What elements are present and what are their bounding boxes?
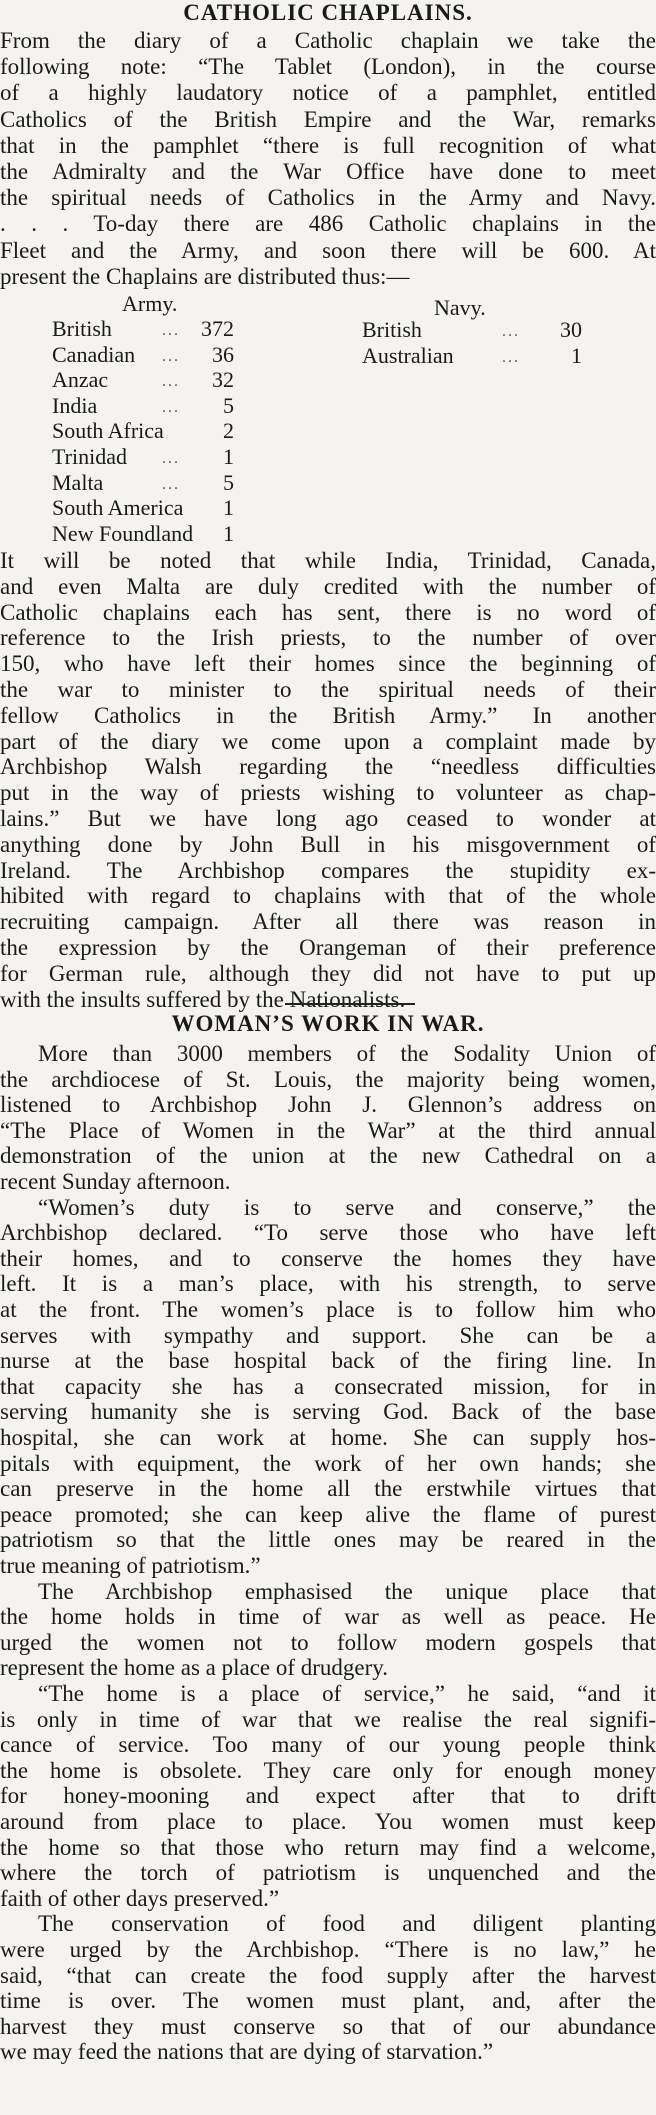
text-line: for German rule, although they did not have to put up: [0, 960, 656, 986]
text-line: the home holds in time of war as well as peace. He: [0, 1604, 656, 1630]
text-line: More than 3000 members of the Sodality Union of: [38, 1041, 656, 1066]
army-table: [52, 291, 272, 551]
text-line: urged the women not to follow modern gospels that: [0, 1629, 656, 1655]
text-line: pitals with equipment, the work of her own hands; she: [0, 1450, 656, 1476]
table-row-name: British: [52, 316, 112, 341]
article-title-womans-work: WOMAN’S WORK IN WAR.: [171, 1011, 485, 1036]
text-line: harvest they must conserve so that of our abundance: [0, 2013, 656, 2039]
text-line: The conservation of food and diligent planting: [38, 1911, 656, 1937]
text-line: with the insults suffered by the Nationalists.: [0, 986, 406, 1012]
text-line: faith of other days preserved.”: [0, 1885, 280, 1911]
table-row-leader: ...: [162, 398, 180, 416]
text-line: The Archbishop emphasised the unique place that: [38, 1578, 656, 1604]
table-row-name: Malta: [52, 469, 104, 495]
text-line: reference to the Irish priests, to the number of over: [0, 625, 656, 651]
text-line: time is over. The women must plant, and, after the: [0, 1988, 656, 2014]
text-line: patriotism so that the little ones may be reared in the: [0, 1527, 656, 1553]
text-line: “The Place of Women in the War” at the third annual: [0, 1117, 656, 1143]
text-line: the archdiocese of St. Louis, the majority being women,: [0, 1066, 656, 1092]
table-row-count: 1: [223, 444, 234, 469]
text-line: the spiritual needs of Catholics in the Army and Navy.: [0, 185, 656, 211]
text-line: that capacity she has a consecrated mission, for in: [0, 1373, 656, 1399]
text-line: following note: “The Tablet (London), in the course: [0, 54, 656, 80]
text-line: that in the pamphlet “there is full recognition of what: [0, 132, 656, 158]
text-line: “The home is a place of service,” he said, “and it: [38, 1681, 656, 1706]
text-line: left. It is a man’s place, with his strength, to serve: [0, 1271, 656, 1297]
text-line: present the Chaplains are distributed thus:—: [0, 263, 410, 289]
table-row-leader: ...: [162, 373, 180, 391]
text-line: Catholics of the British Empire and the War, remarks: [0, 106, 656, 132]
text-line: recent Sunday afternoon.: [0, 1169, 231, 1194]
text-line: were urged by the Archbishop. “There is no law,” he: [0, 1937, 656, 1962]
table-row-name: Anzac: [52, 367, 109, 393]
text-line: the war to minister to the spiritual needs of their: [0, 677, 656, 702]
text-line: and even Malta are duly credited with the number of: [0, 573, 656, 599]
text-line: Ireland. The Archbishop compares the stupidity ex-: [0, 857, 656, 883]
table-row-name: Canadian: [52, 341, 136, 367]
table-row-name: New Foundland: [52, 520, 194, 546]
table-row-leader: ...: [502, 323, 520, 340]
text-line: peace promoted; she can keep alive the flame of purest: [0, 1501, 656, 1527]
section-divider: [285, 1003, 415, 1005]
text-line: demonstration of the union at the new Cathedral on a: [0, 1143, 656, 1169]
text-line: at the front. The women’s place is to follow him who: [0, 1297, 656, 1322]
text-line: From the diary of a Catholic chaplain we take the: [0, 28, 656, 53]
text-line: listened to Archbishop John J. Glennon’s address on: [0, 1092, 656, 1118]
text-line: lains.” But we have long ago ceased to wonder at: [0, 806, 656, 831]
table-row-leader: ...: [162, 450, 180, 467]
table-row-leader: ...: [502, 348, 520, 366]
text-line: of a highly laudatory notice of a pamphlet, entitled: [0, 80, 656, 106]
table-row-name: South Africa: [52, 418, 164, 444]
text-line: their homes, and to conserve the homes they have: [0, 1245, 656, 1271]
table-row-count: 36: [212, 341, 234, 367]
text-line: we may feed the nations that are dying of starvation.”: [0, 2039, 494, 2065]
table-row-leader: ...: [162, 347, 180, 365]
text-line: recruiting campaign. After all there was reason in: [0, 909, 656, 935]
text-line: . . . To-day there are 486 Catholic chaplains in the: [0, 211, 656, 237]
text-line: said, “that can create the food supply after the harvest: [0, 1962, 656, 1988]
text-line: around from place to place. You women must keep: [0, 1809, 656, 1834]
text-line: Catholic chaplains each has sent, there is no word of: [0, 599, 656, 625]
table-row-count: 32: [212, 367, 234, 393]
table-row-count: 5: [223, 392, 234, 418]
text-line: 150, who have left their homes since the beginning of: [0, 651, 656, 677]
table-row-count: 1: [571, 342, 582, 368]
table-row-leader: ...: [162, 475, 180, 493]
text-line: cance of service. Too many of our young people think: [0, 1732, 656, 1758]
text-line: It will be noted that while India, Trinidad, Canada,: [0, 548, 656, 573]
table-row-count: 1: [223, 495, 234, 521]
table-row-count: 372: [201, 316, 234, 341]
table-row-count: 5: [223, 469, 234, 495]
table-row-count: 1: [223, 520, 234, 546]
article-title-catholic-chaplains: CATHOLIC CHAPLAINS.: [183, 0, 473, 25]
table-row-count: 30: [560, 317, 582, 342]
navy-table-title: Navy.: [434, 295, 486, 320]
text-line: the expression by the Orangeman of their preference: [0, 935, 656, 960]
text-line: hibited with regard to chaplains with that of the whole: [0, 883, 656, 909]
text-line: can preserve in the home all the erstwhile virtues that: [0, 1476, 656, 1502]
text-line: “Women’s duty is to serve and conserve,” the: [38, 1194, 656, 1220]
text-line: for honey-mooning and expect after that to drift: [0, 1783, 656, 1809]
army-table-title: Army.: [122, 291, 178, 316]
table-row-name: India: [52, 392, 98, 418]
text-line: the home so that those who return may find a welcome,: [0, 1834, 656, 1860]
text-line: Fleet and the Army, and soon there will be 600. At: [0, 237, 656, 263]
text-line: put in the way of priests wishing to volunteer as chap-: [0, 780, 656, 806]
text-line: is only in time of war that we realise the real signifi-: [0, 1706, 656, 1732]
text-line: hospital, she can work at home. She can supply hos-: [0, 1425, 656, 1450]
text-line: represent the home as a place of drudgery.: [0, 1655, 389, 1681]
text-line: Archbishop Walsh regarding the “needless difficulties: [0, 754, 656, 780]
text-line: fellow Catholics in the British Army.” In another: [0, 702, 656, 728]
text-line: part of the diary we come upon a complaint made by: [0, 728, 656, 754]
text-line: anything done by John Bull in his misgovernment of: [0, 831, 656, 857]
text-line: serving humanity she is serving God. Back of the base: [0, 1399, 656, 1425]
table-row-leader: ...: [162, 322, 180, 339]
text-line: true meaning of patriotism.”: [0, 1553, 261, 1578]
text-line: Archbishop declared. “To serve those who have left: [0, 1220, 656, 1246]
text-line: the Admiralty and the War Office have done to meet: [0, 159, 656, 184]
text-line: where the torch of patriotism is unquenched and the: [0, 1860, 656, 1886]
text-line: serves with sympathy and support. She can be a: [0, 1322, 656, 1348]
navy-table: [362, 295, 612, 375]
text-line: nurse at the base hospital back of the firing line. In: [0, 1348, 656, 1374]
table-row-name: Australian: [362, 342, 454, 368]
table-row-name: South America: [52, 495, 184, 521]
text-line: the home is obsolete. They care only for enough money: [0, 1757, 656, 1783]
table-row-count: 2: [223, 418, 234, 444]
table-row-name: Trinidad: [52, 444, 127, 469]
table-row-name: British: [362, 317, 422, 342]
